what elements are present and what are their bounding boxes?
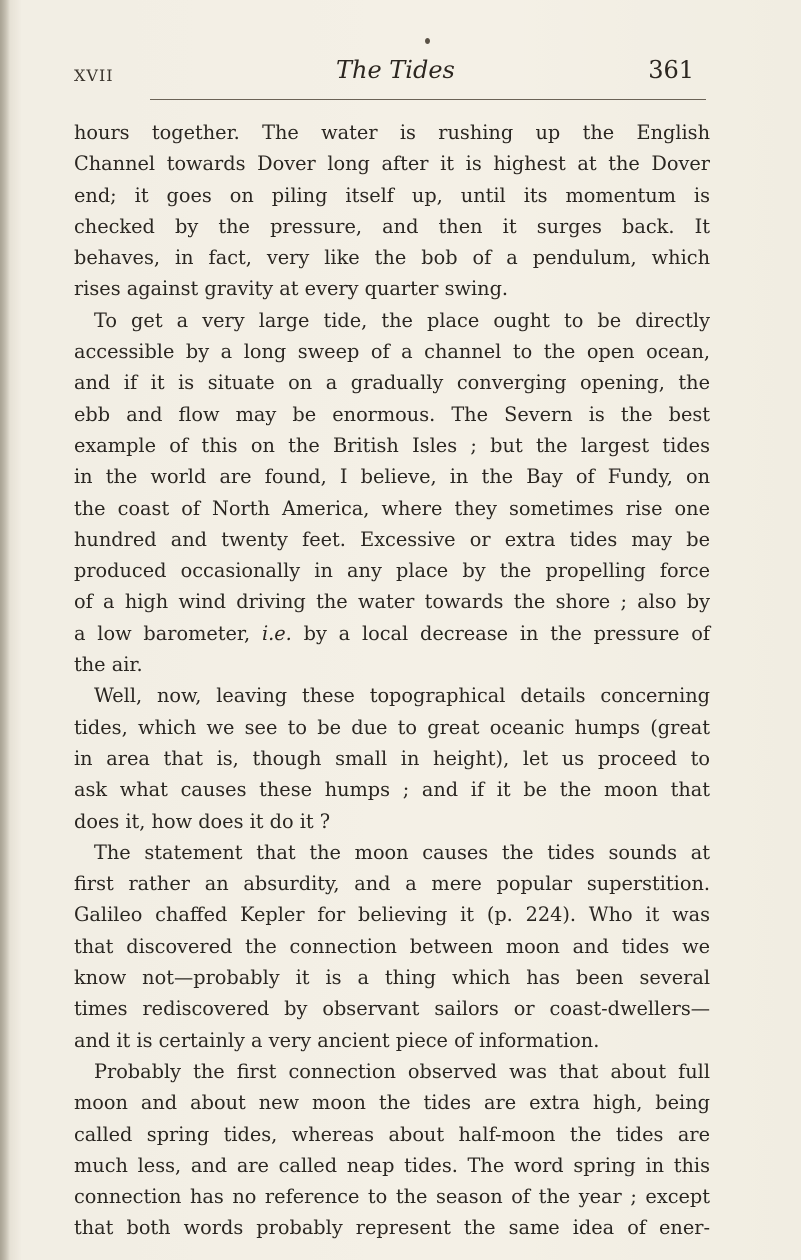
text-line: accessible by a long sweep of a channel to the open ocean, bbox=[74, 340, 710, 364]
running-title: The Tides bbox=[336, 56, 455, 84]
text-line: a low barometer, i.e. by a local decrease in the pressure of bbox=[74, 621, 710, 645]
page-number: 361 bbox=[648, 56, 694, 84]
body-text bbox=[74, 117, 710, 1244]
text-line: rises against gravity at every quarter swing. bbox=[74, 277, 509, 301]
text-line: checked by the pressure, and then it surges back. It bbox=[74, 214, 710, 238]
text-line: ask what causes these humps ; and if it be the moon that bbox=[74, 778, 710, 802]
text-line: of a high wind driving the water towards the shore ; also by bbox=[74, 590, 710, 614]
text-line: and it is certainly a very ancient piece of information. bbox=[74, 1028, 600, 1052]
text-line: ebb and flow may be enormous. The Severn is the best bbox=[74, 402, 710, 426]
text-line: first rather an absurdity, and a mere popular superstition. bbox=[74, 872, 710, 896]
text-line: times rediscovered by observant sailors or coast-dwellers— bbox=[74, 997, 710, 1021]
text-line: example of this on the British Isles ; but the largest tides bbox=[74, 433, 710, 457]
ink-speck bbox=[425, 38, 430, 44]
text-line: Probably the first connection observed was that about full bbox=[94, 1059, 710, 1083]
text-line: moon and about new moon the tides are extra high, being bbox=[74, 1091, 710, 1115]
text-line: Well, now, leaving these topographical details concerning bbox=[94, 684, 710, 708]
running-head bbox=[74, 56, 710, 96]
text-line: much less, and are called neap tides. The word spring in this bbox=[74, 1153, 710, 1177]
text-line: hours together. The water is rushing up the English bbox=[74, 121, 710, 144]
text-line: The statement that the moon causes the tides sounds at bbox=[94, 840, 710, 864]
chapter-number: XVII bbox=[74, 66, 114, 85]
text-line: the coast of North America, where they sometimes rise one bbox=[74, 496, 710, 520]
text-line: connection has no reference to the season of the year ; except bbox=[74, 1185, 710, 1209]
text-line: tides, which we see to be due to great oceanic humps (great bbox=[74, 715, 710, 739]
text-line: end; it goes on piling itself up, until its momentum is bbox=[74, 183, 710, 207]
text-line: called spring tides, whereas about half-moon the tides are bbox=[74, 1122, 710, 1146]
text-line: produced occasionally in any place by the propelling force bbox=[74, 559, 710, 583]
text-line: that both words probably represent the same idea of ener- bbox=[74, 1216, 710, 1240]
text-line: To get a very large tide, the place ought to be directly bbox=[94, 308, 710, 332]
text-line: in the world are found, I believe, in the Bay of Fundy, on bbox=[74, 465, 710, 489]
text-line: know not—probably it is a thing which has been several bbox=[74, 966, 710, 990]
text-line: Channel towards Dover long after it is highest at the Dover bbox=[74, 152, 710, 176]
binding-gutter-shadow bbox=[0, 0, 10, 1260]
text-line: that discovered the connection between moon and tides we bbox=[74, 934, 710, 958]
text-line: behaves, in fact, very like the bob of a pendulum, which bbox=[74, 246, 710, 270]
text-line: hundred and twenty feet. Excessive or extra tides may be bbox=[74, 527, 710, 551]
header-rule bbox=[150, 99, 706, 100]
text-line: does it, how does it do it ? bbox=[74, 809, 331, 833]
text-line: and if it is situate on a gradually converging opening, the bbox=[74, 371, 710, 395]
text-line: in area that is, though small in height), let us proceed to bbox=[74, 746, 710, 770]
text-line: Galileo chaffed Kepler for believing it (p. 224). Who it was bbox=[74, 903, 710, 927]
text-line: the air. bbox=[74, 653, 143, 677]
